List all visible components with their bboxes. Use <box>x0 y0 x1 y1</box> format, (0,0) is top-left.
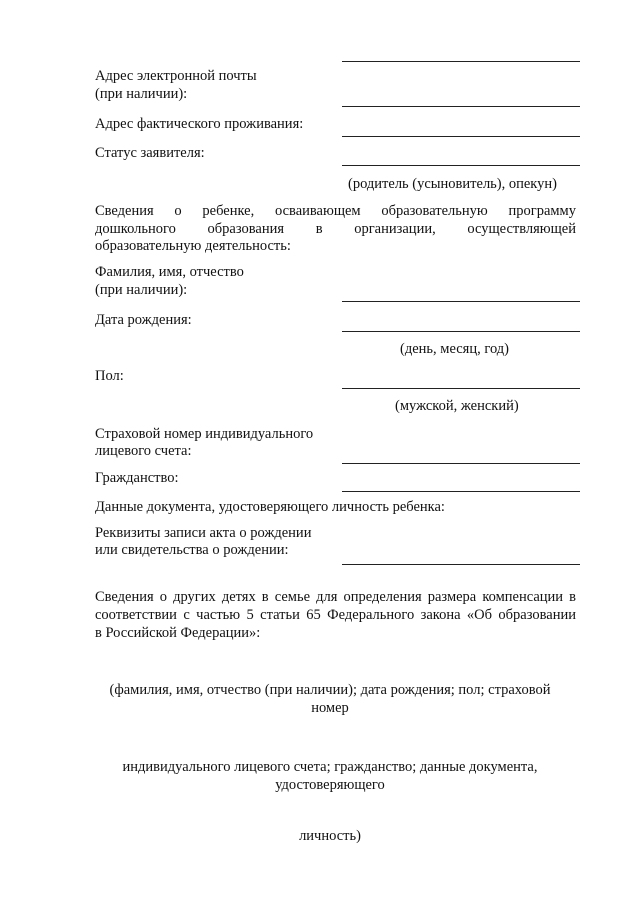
child-name-label-line1: Фамилия, имя, отчество <box>95 264 244 280</box>
address-input-line[interactable] <box>342 136 580 137</box>
email-label-line1: Адрес электронной почты <box>95 68 257 84</box>
applicant-status-hint: (родитель (усыновитель), опекун) <box>348 176 557 192</box>
email-label-line2: (при наличии): <box>95 86 188 102</box>
id-document-label: Данные документа, удостоверяющего личность ребенка: <box>95 499 445 515</box>
sex-hint: (мужской, женский) <box>395 398 519 414</box>
footnote-p3: личность) <box>299 828 361 844</box>
other-children-line1: Сведения о других детях в семье для определения размера компенсации в <box>95 589 576 605</box>
birth-record-label-line1: Реквизиты записи акта о рождении <box>95 525 312 541</box>
applicant-status-label: Статус заявителя: <box>95 145 205 161</box>
email-input-line[interactable] <box>342 106 580 107</box>
snils-label-line2: лицевого счета: <box>95 443 192 459</box>
birth-date-label: Дата рождения: <box>95 312 192 328</box>
footnote-p2-line2: удостоверяющего <box>275 777 385 793</box>
citizenship-label: Гражданство: <box>95 470 179 486</box>
other-children-line3: в Российской Федерации»: <box>95 625 261 641</box>
child-section-line1: Сведения о ребенке, осваивающем образовательную программу <box>95 203 576 219</box>
birth-date-hint: (день, месяц, год) <box>400 341 509 357</box>
child-name-input-line[interactable] <box>342 301 580 302</box>
child-section-line3: образовательную деятельность: <box>95 238 291 254</box>
birth-record-label-line2: или свидетельства о рождении: <box>95 542 289 558</box>
snils-label-line1: Страховой номер индивидуального <box>95 426 314 442</box>
address-label: Адрес фактического проживания: <box>95 116 304 132</box>
child-name-label-line2: (при наличии): <box>95 282 188 298</box>
birth-record-input-line[interactable] <box>342 564 580 565</box>
child-section-line2: дошкольного образования в организации, осуществляющей <box>95 221 576 237</box>
applicant-status-input-line[interactable] <box>342 165 580 166</box>
other-children-line2: соответствии с частью 5 статьи 65 Федерального закона «Об образовании <box>95 607 576 623</box>
email-top-line <box>342 61 580 62</box>
footnote-p1-line2: номер <box>311 700 349 716</box>
snils-input-line[interactable] <box>342 463 580 464</box>
citizenship-input-line[interactable] <box>342 491 580 492</box>
footnote-p2-line1: индивидуального лицевого счета; гражданство; данные документа, <box>122 759 538 775</box>
birth-date-input-line[interactable] <box>342 331 580 332</box>
footnote-p1-line1: (фамилия, имя, отчество (при наличии); дата рождения; пол; страховой <box>109 682 551 698</box>
sex-input-line[interactable] <box>342 388 580 389</box>
sex-label: Пол: <box>95 368 124 384</box>
